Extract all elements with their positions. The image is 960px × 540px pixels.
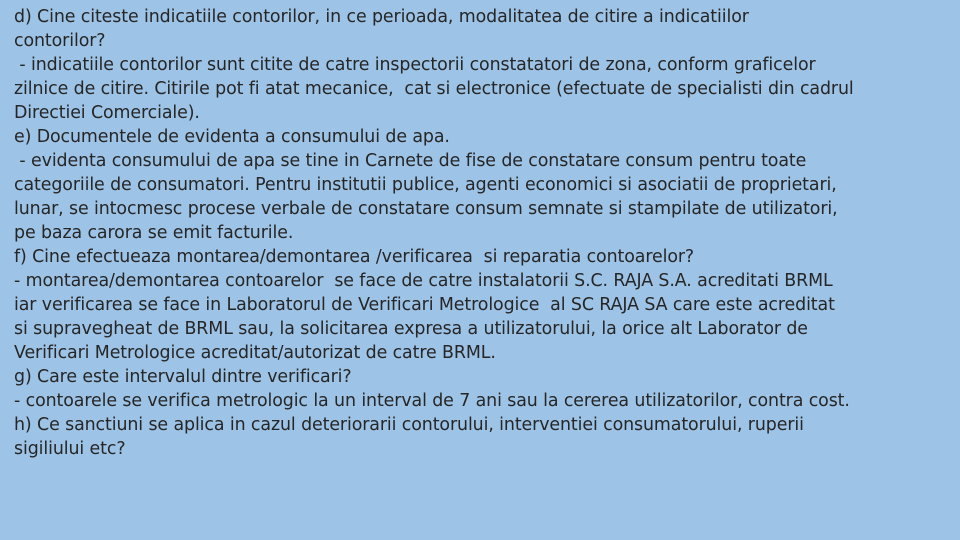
answer-e-line-2: categoriile de consumatori. Pentru institutii publice, agenti economici si asociatii de proprietari, — [14, 175, 837, 195]
question-g-line-1: g) Care este intervalul dintre verificari? — [14, 367, 352, 387]
answer-f-line-3: si supravegheat de BRML sau, la solicitarea expresa a utilizatorului, la orice alt Laborator de — [14, 319, 808, 339]
question-d-line-1: d) Cine citeste indicatiile contorilor, in ce perioada, modalitatea de citire a indicatiilor — [14, 7, 749, 27]
question-f-line-1: f) Cine efectueaza montarea/demontarea /verificarea si reparatia contoarelor? — [14, 247, 695, 267]
question-h-line-1: h) Ce sanctiuni se aplica in cazul deteriorarii contorului, interventiei consumatorului, ruperii — [14, 415, 804, 435]
answer-d-line-3: Directiei Comerciale). — [14, 103, 200, 123]
answer-f-line-1: - montarea/demontarea contoarelor se face de catre instalatorii S.C. RAJA S.A. acreditati BRML — [14, 271, 833, 291]
question-e-line-1: e) Documentele de evidenta a consumului de apa. — [14, 127, 450, 147]
answer-e-line-3: lunar, se intocmesc procese verbale de constatare consum semnate si stampilate de utilizatori, — [14, 199, 838, 219]
answer-f-line-4: Verificari Metrologice acreditat/autorizat de catre BRML. — [14, 343, 496, 363]
question-d-line-2: contorilor? — [14, 31, 106, 51]
answer-e-line-4: pe baza carora se emit facturile. — [14, 223, 294, 243]
answer-d-line-2: zilnice de citire. Citirile pot fi atat mecanice, cat si electronice (efectuate de specialisti din cadrul — [14, 79, 854, 99]
answer-f-line-2: iar verificarea se face in Laboratorul de Verificari Metrologice al SC RAJA SA care este acreditat — [14, 295, 835, 315]
answer-g-line-1: - contoarele se verifica metrologic la un interval de 7 ani sau la cererea utilizatorilor, contra cost. — [14, 391, 850, 411]
document-text — [14, 5, 954, 461]
answer-d-line-1: - indicatiile contorilor sunt citite de catre inspectorii constatatori de zona, conform graficelor — [14, 55, 816, 75]
question-h-line-2: sigiliului etc? — [14, 439, 126, 459]
answer-e-line-1: - evidenta consumului de apa se tine in Carnete de fise de constatare consum pentru toate — [14, 151, 807, 171]
